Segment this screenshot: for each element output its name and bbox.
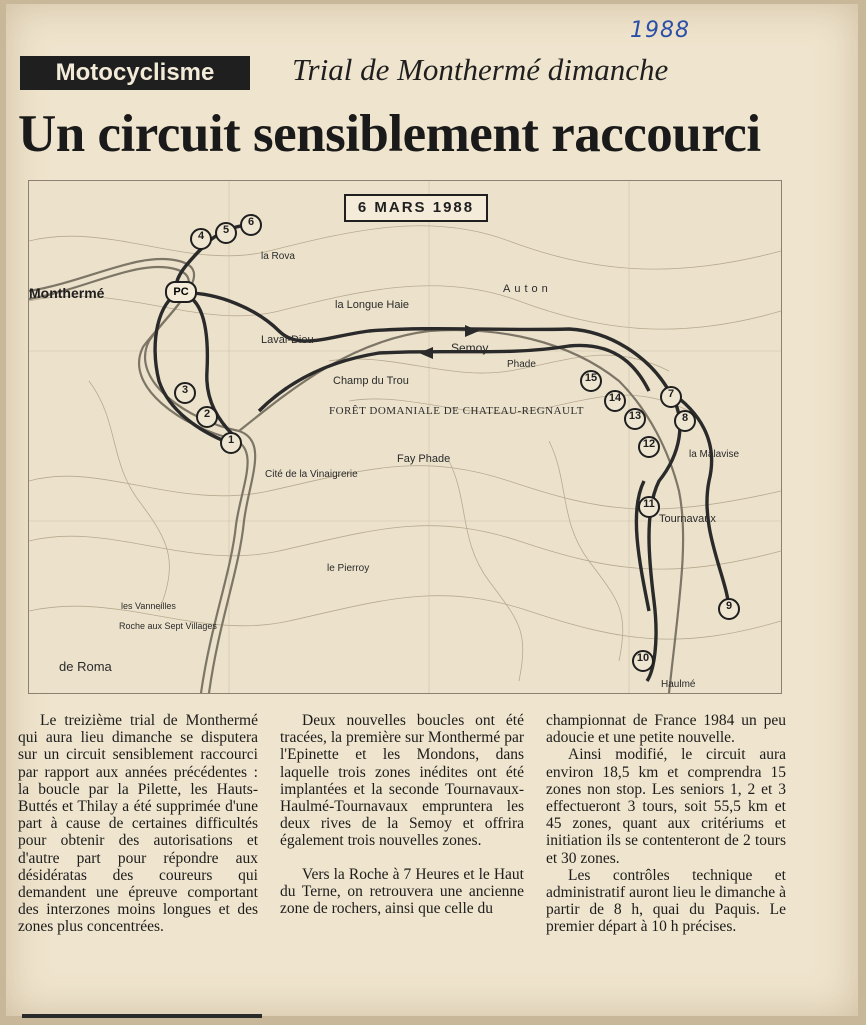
zone-marker-3: 3 [174, 382, 196, 404]
place-foret: FORÊT DOMANIALE DE CHATEAU-REGNAULT [329, 405, 584, 417]
place-roche-sept-villages: Roche aux Sept Villages [119, 621, 217, 631]
start-pc-label: PC [173, 286, 189, 298]
route-direction-arrow-2 [465, 325, 479, 337]
place-longue-haie: la Longue Haie [335, 299, 410, 311]
zone-marker-14: 14 [604, 390, 626, 412]
zone-marker-7: 7 [660, 386, 682, 408]
place-fay-phade: Fay Phade [397, 453, 451, 465]
zone-marker-9: 9 [718, 598, 740, 620]
article-headline: Un circuit sensiblement raccourci [18, 105, 761, 163]
place-semoy: Semoy [451, 341, 489, 355]
section-rubric: Motocyclisme [20, 56, 250, 90]
place-le-pierroy: le Pierroy [327, 563, 370, 574]
article-paragraph: Ainsi modifié, le circuit aura environ 18,5 km et comprendra 15 zones non stop. Les seniors 1, 2 et 3 effectueront 3 tours, soit 55,5 km et 45 zones, quant aux critériums et initiation ils se contenteront de 2 tours et 30 zones. [546, 746, 786, 867]
article-paragraph: Les contrôles technique et administratif auront lieu le dimanche à partir de 8 h, quai du Paquis. Le premier départ à 10 h précises. [546, 866, 786, 936]
article-paragraph: championnat de France 1984 un peu adoucie et une petite nouvelle. [546, 712, 786, 747]
route-direction-arrow [419, 347, 433, 359]
place-la-rova: la Rova [261, 251, 295, 262]
article-paragraph: Vers la Roche à 7 Heures et le Haut du Terne, on retrouvera une ancienne zone de rochers, ainsi que celle du [280, 865, 524, 918]
article-column-3 [546, 712, 786, 936]
zone-marker-1: 1 [220, 432, 242, 454]
start-pc-marker [165, 281, 197, 303]
zone-marker-11: 11 [638, 496, 660, 518]
place-la-malavise: la Malavise [689, 449, 740, 460]
article-paragraph: Le treizième trial de Monthermé qui aura lieu dimanche se disputera sur un circuit sensiblement raccourci par rapport aux années précédentes : la boucle par la Pilette, les Hauts-Buttés et Thilay a été supprimée d'une part à cause de certaines difficultés pour obtenir des autorisations et d'autre part pour répondre aux désidératas des coureurs qui demandent une épreuve comportant des interzones moins longues et des zones plus concentrées. [18, 712, 258, 936]
place-tournavaux: Tournavaux [659, 513, 716, 525]
article-column-2 [280, 712, 524, 917]
place-phade: Phade [507, 359, 536, 370]
zone-marker-2: 2 [196, 406, 218, 428]
bottom-rule [22, 1014, 262, 1018]
zone-marker-12: 12 [638, 436, 660, 458]
place-les-vanneilles: les Vanneilles [121, 601, 176, 611]
topographic-map-drawing [29, 181, 781, 693]
zone-marker-6: 6 [240, 214, 262, 236]
map-grid [29, 181, 781, 693]
place-champ-du-trou: Champ du Trou [333, 375, 409, 387]
map-date-box: 6 MARS 1988 [357, 199, 475, 216]
handwritten-year: 1988 [630, 18, 690, 43]
circuit-map [28, 180, 782, 694]
place-haulme: Haulmé [661, 679, 696, 690]
zone-marker-4: 4 [190, 228, 212, 250]
place-laval-dieu: Laval-Dieu [261, 334, 314, 346]
place-montherme: Monthermé [29, 285, 105, 301]
zone-marker-8: 8 [674, 410, 696, 432]
place-de-roma: de Roma [59, 659, 112, 674]
article-column-1 [18, 712, 258, 936]
zone-marker-15: 15 [580, 370, 602, 392]
article-kicker: Trial de Monthermé dimanche [292, 52, 669, 87]
place-auton: Auton [503, 283, 552, 295]
article-paragraph: Deux nouvelles boucles ont été tracées, la première sur Monthermé par l'Epinette et les Mondons, dans laquelle trois zones inédites ont été implantées et la seconde Tournavaux-Haulmé-Tournavaux empruntera les deux rives de la Semoy et offrira également trois nouvelles zones. [280, 712, 524, 850]
zone-marker-5: 5 [215, 222, 237, 244]
zone-marker-10: 10 [632, 650, 654, 672]
zone-marker-13: 13 [624, 408, 646, 430]
place-cite-vinaigrerie: Cité de la Vinaigrerie [265, 469, 358, 480]
